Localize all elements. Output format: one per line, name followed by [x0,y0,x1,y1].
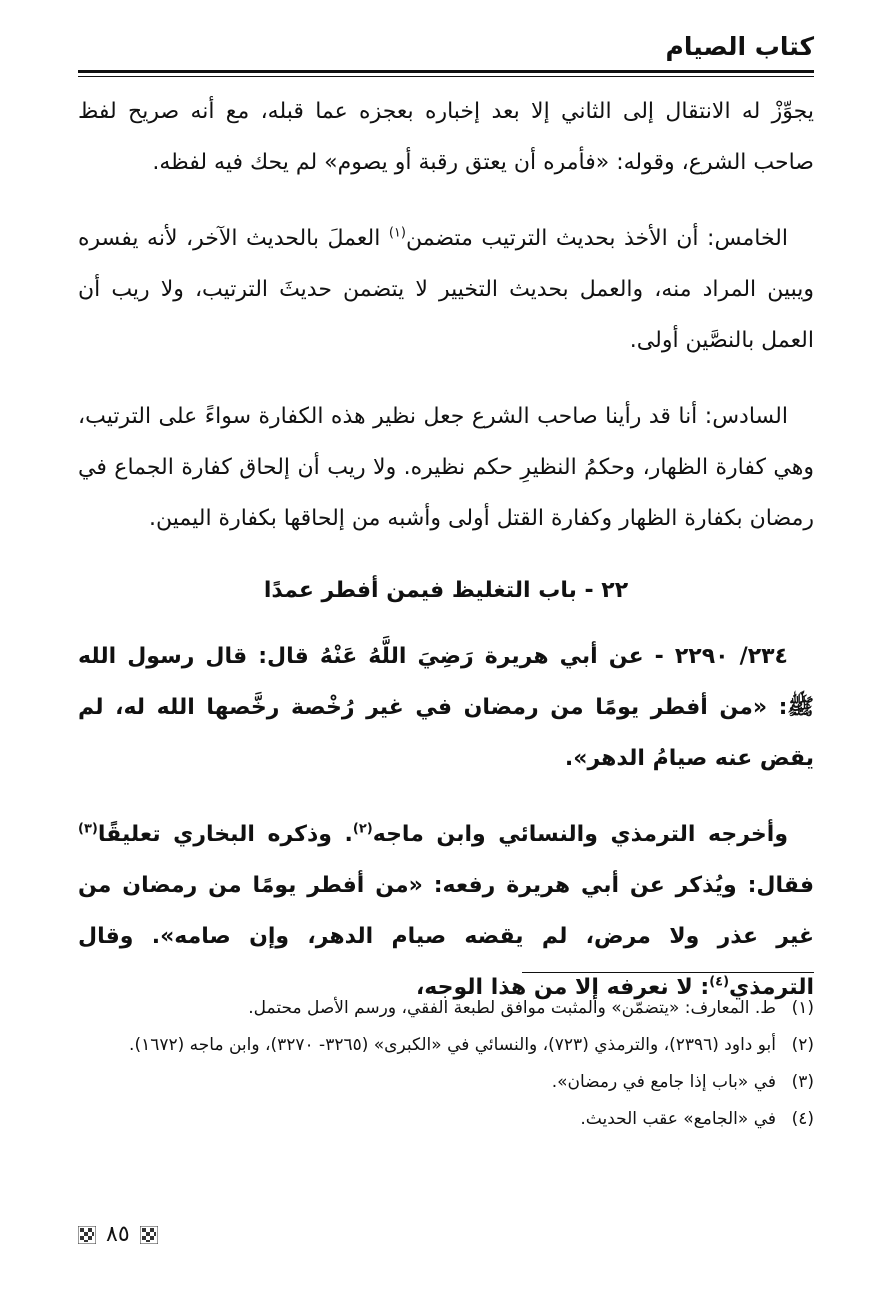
page-number-block [78,1222,158,1247]
paragraph-text: : لا نعرفه إلا من هذا الوجه، [415,975,710,1000]
header-rule-thick [78,70,814,73]
hadith-text: ٢٣٤/ ٢٢٩٠ - عن أبي هريرة رَضِيَ اللَّهُ عَنْهُ قال: قال رسول الله ﷺ: «من أفطر يومًا من رمضان في غير رُخْصة رخَّصها الله له، لم يقض عنه صيامُ الدهر». [78,644,814,771]
paragraph-fifth [78,213,814,366]
hadith-paragraph [78,631,814,784]
header-rule-thin [78,76,814,77]
footnote-separator [522,972,814,973]
footnote-ref-4[interactable]: (٤) [709,974,730,990]
chapter-heading: ٢٢ - باب التغليظ فيمن أفطر عمدًا [263,578,629,603]
paragraph-sixth [78,391,814,544]
footnote-item [78,1064,814,1101]
paragraph-text: الخامس: أن الأخذ بحديث الترتيب متضمن [405,226,788,251]
footnote-item [78,1101,814,1138]
footnote-number: (١) [791,998,814,1018]
paragraph-takhrij [78,809,814,1013]
footnote-text: في «الجامع» عقب الحديث. [580,1109,776,1129]
checkered-ornament-icon [140,1226,158,1244]
paragraph-text: . وذكره البخاري تعليقًا [97,822,353,847]
footnote-number: (٣) [791,1072,814,1092]
paragraph-continuation [78,86,814,188]
footnote-number: (٢) [791,1035,814,1055]
checkered-ornament-icon [78,1226,96,1244]
footnote-ref-2[interactable]: (٢) [352,821,373,837]
footnote-ref-3[interactable]: (٣) [78,821,98,837]
footnotes [78,990,814,1138]
running-header-title: كتاب الصيام [665,32,814,61]
paragraph-text: يجوِّزْ له الانتقال إلى الثاني إلا بعد إخباره بعجزه عما قبله، مع أنه صريح لفظ صاحب الشرع، وقوله: «فأمره أن يعتق رقبة أو يصوم» لم يحك فيه لفظه. [78,99,814,175]
paragraph-text: وأخرجه الترمذي والنسائي وابن ماجه [372,822,789,847]
footnote-text: أبو داود (٢٣٩٦)، والترمذي (٧٢٣)، والنسائي في «الكبرى» (٣٢٦٥- ٣٢٧٠)، وابن ماجه (١٦٧٢). [129,1035,776,1055]
paragraph-text: السادس: أنا قد رأينا صاحب الشرع جعل نظير هذه الكفارة سواءً على الترتيب، وهي كفارة الظهار، وحكمُ النظيرِ حكم نظيره. ولا ريب أن إلحاق كفارة الجماع في رمضان بكفارة الظهار وكفارة القتل أولى وأشبه من إلحاقها بكفارة اليمين. [78,404,814,531]
paragraph-text: العملَ بالحديث الآخر، لأنه يفسره ويبين المراد منه، والعمل بحديث التخيير لا يتضمن حديثَ الترتيب، ولا ريب أن العمل بالنصَّين أولى. [78,226,814,353]
page-number: ٨٥ [106,1222,130,1247]
paragraph-text: فقال: ويُذكر عن أبي هريرة رفعه: «من أفطر يومًا من رمضان من غير عذر ولا مرض، لم يقضه صيام الدهر، وإن صامه». وقال الترمذي [78,873,814,1000]
footnote-ref-1[interactable]: (١) [388,225,406,241]
footnote-item [78,990,814,1027]
footnote-text: في «باب إذا جامع في رمضان». [551,1072,776,1092]
footnote-text: ط. المعارف: «يتضمّن» والمثبت موافق لطبعة الفقي، ورسم الأصل محتمل. [248,998,776,1018]
footnote-item [78,1027,814,1064]
main-text [78,86,814,1038]
footnote-number: (٤) [791,1109,814,1129]
